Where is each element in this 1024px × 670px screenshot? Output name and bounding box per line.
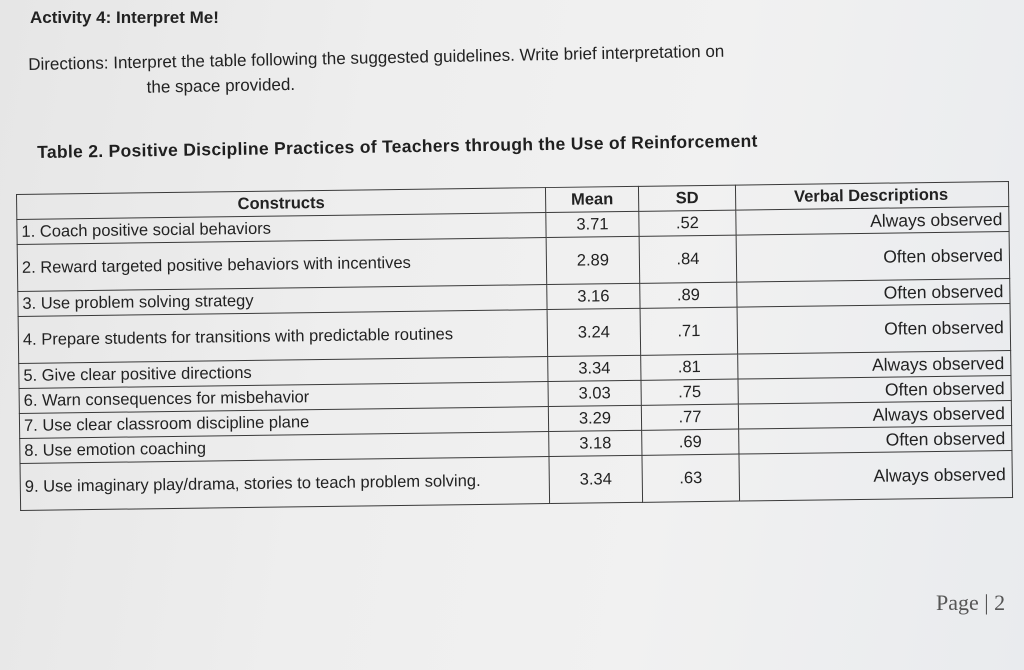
sd-cell: .69 bbox=[642, 429, 739, 455]
construct-text: 5. Give clear positive directions bbox=[23, 363, 252, 385]
verbal-description-cell: Always observed bbox=[738, 350, 1011, 379]
table-container bbox=[16, 181, 1013, 511]
construct-text: 8. Use emotion coaching bbox=[24, 439, 207, 460]
verbal-description-cell: Always observed bbox=[736, 207, 1009, 236]
construct-text: 4. Prepare students for transitions with predictable routines bbox=[22, 325, 454, 349]
header-sd: SD bbox=[638, 185, 735, 211]
construct-text: 2. Reward targeted positive behaviors with incentives bbox=[21, 253, 411, 277]
mean-cell: 3.29 bbox=[548, 405, 641, 431]
verbal-description-cell: Often observed bbox=[738, 375, 1011, 404]
construct-text: 6. Warn consequences for misbehavior bbox=[23, 388, 310, 410]
discipline-practices-table bbox=[16, 181, 1013, 511]
sd-cell: .63 bbox=[642, 454, 740, 502]
sd-cell: .75 bbox=[641, 379, 738, 405]
header-verbal-descriptions: Verbal Descriptions bbox=[735, 182, 1008, 211]
construct-text: 7. Use clear classroom discipline plane bbox=[23, 413, 310, 435]
mean-cell: 3.34 bbox=[549, 455, 643, 503]
construct-cell bbox=[18, 310, 548, 364]
page-number: Page | 2 bbox=[936, 590, 1006, 615]
header-constructs: Constructs bbox=[17, 188, 546, 220]
construct-text: 1. Coach positive social behaviors bbox=[21, 219, 272, 241]
mean-cell: 3.71 bbox=[546, 211, 639, 237]
verbal-description-cell: Often observed bbox=[736, 232, 1010, 283]
directions-line-1: Directions: Interpret the table following the suggested guidelines. Write brief interpretation on bbox=[28, 41, 725, 74]
sd-cell: .71 bbox=[640, 307, 738, 355]
verbal-description-cell: Often observed bbox=[737, 279, 1010, 308]
construct-cell bbox=[17, 238, 547, 292]
mean-cell: 3.03 bbox=[548, 380, 641, 406]
verbal-description-cell: Always observed bbox=[739, 450, 1013, 501]
mean-cell: 3.34 bbox=[548, 355, 641, 381]
mean-cell: 2.89 bbox=[546, 236, 640, 284]
verbal-description-cell: Always observed bbox=[738, 400, 1011, 429]
sd-cell: .77 bbox=[641, 404, 738, 430]
mean-cell: 3.24 bbox=[547, 308, 641, 356]
directions-line-2: the space provided. bbox=[146, 74, 296, 97]
verbal-description-cell: Often observed bbox=[739, 425, 1012, 454]
table-caption: Table 2. Positive Discipline Practices of Teachers through the Use of Reinforcement bbox=[37, 130, 758, 162]
table-body bbox=[17, 207, 1013, 511]
mean-cell: 3.18 bbox=[549, 430, 642, 456]
sd-cell: .81 bbox=[641, 354, 738, 380]
activity-title: Activity 4: Interpret Me! bbox=[30, 8, 219, 27]
construct-text: 9. Use imaginary play/drama, stories to teach problem solving. bbox=[24, 471, 481, 496]
construct-text: 3. Use problem solving strategy bbox=[22, 291, 254, 313]
sd-cell: .89 bbox=[640, 282, 737, 308]
sd-cell: .84 bbox=[639, 235, 737, 283]
header-mean: Mean bbox=[545, 186, 638, 212]
verbal-description-cell: Often observed bbox=[737, 303, 1011, 354]
mean-cell: 3.16 bbox=[547, 283, 640, 309]
directions-text bbox=[28, 33, 999, 102]
construct-cell bbox=[20, 457, 550, 511]
sd-cell: .52 bbox=[639, 210, 736, 236]
